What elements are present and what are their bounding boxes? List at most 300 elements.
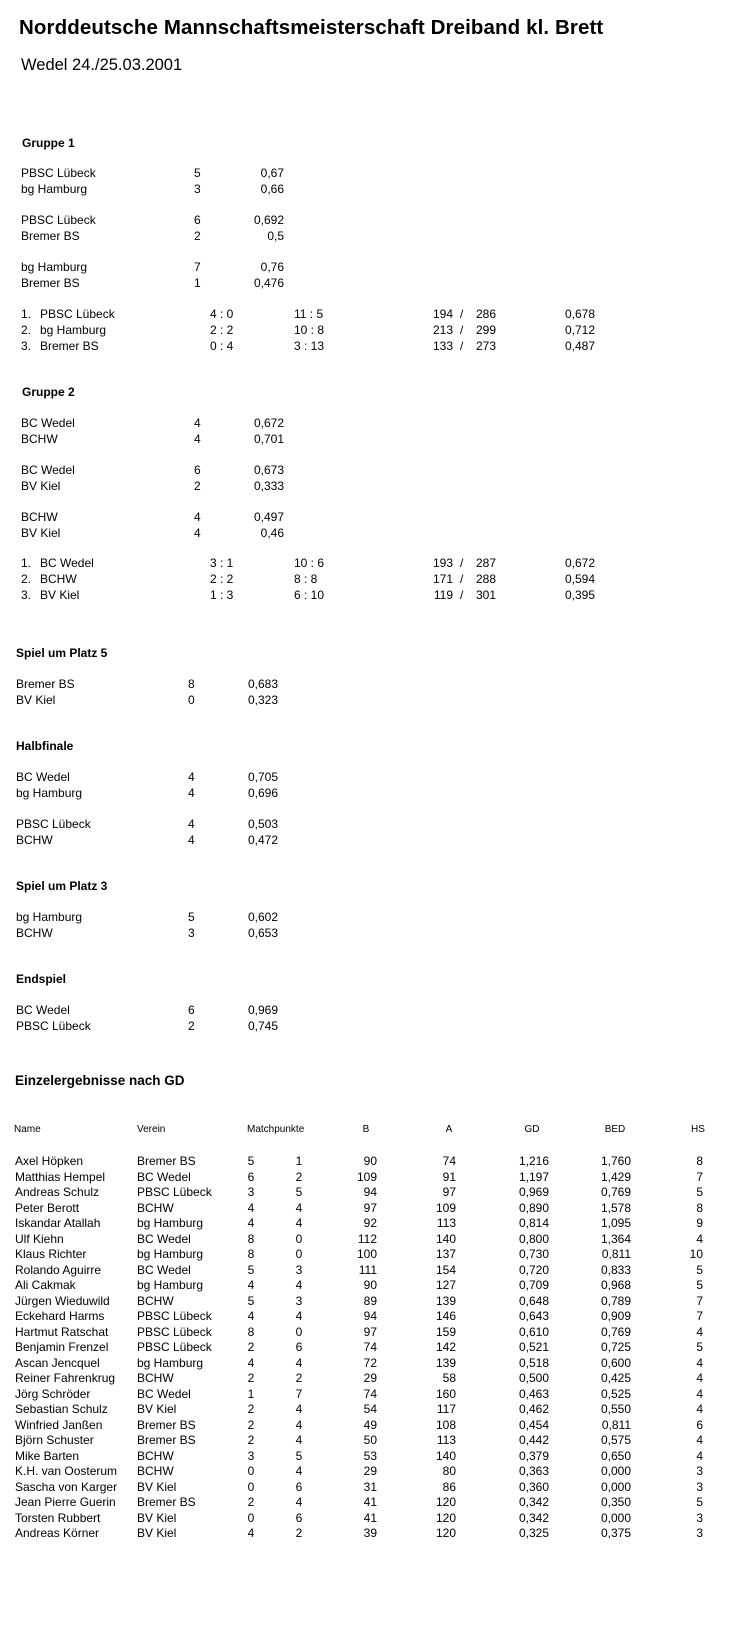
general-average: 0,683 <box>247 677 278 691</box>
rank: 3. <box>21 588 32 602</box>
best-single-average: 0,833 <box>600 1262 631 1277</box>
match-points-lost: 4 <box>295 1278 303 1292</box>
general-average: 1,197 <box>518 1169 549 1184</box>
player-name: Eckehard Harms <box>15 1309 105 1323</box>
player-name: Ascan Jencquel <box>15 1355 100 1370</box>
innings-a: 139 <box>435 1293 456 1308</box>
match-points-won: 4 <box>247 1200 255 1215</box>
innings-a: 117 <box>436 1402 456 1416</box>
separator: / <box>460 588 464 602</box>
col-name: Name <box>14 1124 41 1135</box>
high-series: 4 <box>696 1371 703 1385</box>
section-heading: Gruppe 1 <box>22 136 75 150</box>
match-points-lost: 5 <box>295 1185 303 1199</box>
team-name: BCHW <box>21 510 58 524</box>
innings-a: 299 <box>475 323 496 337</box>
best-single-average: 0,725 <box>600 1340 631 1354</box>
player-name: Jürgen Wieduwild <box>15 1293 110 1308</box>
match-points-won: 0 <box>247 1464 255 1478</box>
player-club: bg Hamburg <box>137 1278 204 1292</box>
match-points-lost: 4 <box>295 1309 303 1323</box>
player-name: Axel Höpken <box>15 1154 84 1168</box>
team-name: bg Hamburg <box>40 323 107 337</box>
best-single-average: 0,000 <box>600 1479 631 1494</box>
col-hs: HS <box>691 1124 705 1135</box>
match-points-lost: 4 <box>295 1433 303 1447</box>
high-series: 4 <box>696 1386 703 1401</box>
innings-a: 140 <box>435 1448 456 1463</box>
general-average: 0,800 <box>518 1231 549 1246</box>
innings-a: 288 <box>475 572 496 586</box>
general-average: 0,497 <box>253 510 284 524</box>
team-name: BC Wedel <box>16 1003 70 1017</box>
match-points: 5 <box>194 166 201 180</box>
player-club: BC Wedel <box>137 1386 191 1401</box>
player-name: Sascha von Karger <box>15 1479 118 1494</box>
general-average: 0,333 <box>253 479 284 493</box>
general-average: 0,476 <box>253 276 284 290</box>
high-series: 4 <box>696 1324 703 1339</box>
player-name: K.H. van Oosterum <box>15 1464 118 1478</box>
best-single-average: 0,000 <box>600 1510 631 1525</box>
match-points-lost: 6 <box>295 1510 303 1525</box>
high-series: 4 <box>696 1402 703 1416</box>
match-points-lost: 7 <box>295 1386 303 1401</box>
match-points: 4 <box>194 416 201 430</box>
general-average: 0,76 <box>260 260 284 274</box>
match-points-lost: 0 <box>295 1247 303 1261</box>
player-name: Peter Berott <box>15 1200 80 1215</box>
player-club: BC Wedel <box>137 1262 191 1277</box>
match-points-won: 5 <box>247 1154 255 1168</box>
player-club: PBSC Lübeck <box>137 1309 212 1323</box>
best-single-average: 1,578 <box>600 1200 631 1215</box>
match-points: 3 <box>194 182 201 196</box>
game-points: 3 : 13 <box>294 339 325 353</box>
match-points-total: 3 : 1 <box>210 556 234 570</box>
player-club: BV Kiel <box>137 1526 177 1540</box>
match-points-lost: 0 <box>295 1324 303 1339</box>
player-name: Rolando Aguirre <box>15 1262 102 1277</box>
general-average: 0,696 <box>247 786 278 800</box>
general-average: 0,66 <box>260 182 284 196</box>
innings-a: 58 <box>442 1371 456 1385</box>
general-average: 0,521 <box>518 1340 549 1354</box>
general-average: 0,463 <box>518 1386 549 1401</box>
high-series: 9 <box>696 1216 703 1230</box>
general-average: 0,363 <box>518 1464 549 1478</box>
innings-a: 287 <box>475 556 496 570</box>
match-points: 3 <box>188 926 195 940</box>
player-name: Ali Cakmak <box>15 1278 76 1292</box>
match-points-total: 2 : 2 <box>210 323 234 337</box>
match-points-won: 8 <box>247 1324 255 1339</box>
player-club: BCHW <box>137 1293 174 1308</box>
player-club: BCHW <box>137 1371 174 1385</box>
points-b: 74 <box>363 1386 377 1401</box>
high-series: 4 <box>696 1231 703 1246</box>
general-average: 0,67 <box>260 166 284 180</box>
general-average: 0,969 <box>247 1003 278 1017</box>
innings-a: 142 <box>435 1340 456 1354</box>
best-single-average: 0,909 <box>600 1309 631 1323</box>
separator: / <box>460 572 464 586</box>
general-average: 0,709 <box>518 1278 549 1292</box>
game-points: 6 : 10 <box>294 588 325 602</box>
general-average: 0,648 <box>518 1293 549 1308</box>
best-single-average: 1,760 <box>600 1154 631 1168</box>
section-heading: Spiel um Platz 3 <box>16 879 108 893</box>
player-club: BCHW <box>137 1448 174 1463</box>
best-single-average: 1,429 <box>600 1169 631 1184</box>
general-average: 0,462 <box>518 1402 549 1416</box>
points-b: 72 <box>363 1355 377 1370</box>
innings-a: 137 <box>435 1247 456 1261</box>
best-single-average: 0,811 <box>601 1247 631 1261</box>
high-series: 3 <box>696 1479 703 1494</box>
team-name: Bremer BS <box>21 276 80 290</box>
points-b: 39 <box>363 1526 377 1540</box>
match-points-won: 8 <box>247 1231 255 1246</box>
team-name: bg Hamburg <box>21 260 88 274</box>
general-average: 0,890 <box>518 1200 549 1215</box>
high-series: 10 <box>689 1247 703 1261</box>
innings-a: 74 <box>442 1154 456 1168</box>
points-b: 90 <box>363 1154 377 1168</box>
match-points-total: 2 : 2 <box>210 572 234 586</box>
match-points-lost: 4 <box>295 1355 303 1370</box>
innings-a: 97 <box>442 1185 456 1199</box>
match-points-won: 0 <box>247 1479 255 1494</box>
match-points-won: 2 <box>247 1371 255 1385</box>
points-b: 50 <box>363 1433 377 1447</box>
high-series: 7 <box>696 1309 703 1323</box>
high-series: 3 <box>696 1510 703 1525</box>
general-average: 0,323 <box>247 693 278 707</box>
innings-a: 273 <box>475 339 496 353</box>
match-points-won: 2 <box>247 1402 255 1416</box>
team-name: BV Kiel <box>16 693 56 707</box>
player-club: Bremer BS <box>137 1154 196 1168</box>
innings-a: 140 <box>435 1231 456 1246</box>
innings-a: 120 <box>435 1510 456 1525</box>
points-b: 94 <box>363 1309 377 1323</box>
team-name: BCHW <box>16 926 53 940</box>
general-average: 0,325 <box>518 1526 549 1540</box>
general-average: 0,643 <box>518 1309 549 1323</box>
match-points-won: 2 <box>247 1495 255 1509</box>
player-club: BCHW <box>137 1200 174 1215</box>
points-b: 89 <box>363 1293 377 1308</box>
general-average: 0,814 <box>518 1216 549 1230</box>
general-average: 0,701 <box>253 432 284 446</box>
best-single-average: 0,769 <box>600 1185 631 1199</box>
match-points-lost: 4 <box>295 1200 303 1215</box>
match-points-won: 8 <box>247 1247 255 1261</box>
match-points: 4 <box>188 833 195 847</box>
points-b: 31 <box>363 1479 377 1494</box>
section-heading: Gruppe 2 <box>22 385 75 399</box>
player-name: Reiner Fahrenkrug <box>15 1371 116 1385</box>
col-gd: GD <box>524 1124 540 1135</box>
general-average: 0,730 <box>518 1247 549 1261</box>
team-name: BC Wedel <box>21 463 75 477</box>
player-name: Andreas Körner <box>15 1526 100 1540</box>
player-name: Jean Pierre Guerin <box>15 1495 116 1509</box>
points-b: 29 <box>363 1371 377 1385</box>
points-b: 74 <box>363 1340 377 1354</box>
high-series: 7 <box>696 1293 703 1308</box>
section-heading-einzel: Einzelergebnisse nach GD <box>15 1073 185 1088</box>
team-name: Bremer BS <box>21 229 80 243</box>
rank: 3. <box>21 339 32 353</box>
points-b: 97 <box>363 1324 377 1339</box>
general-average: 1,216 <box>518 1154 549 1168</box>
match-points-lost: 3 <box>295 1262 303 1277</box>
player-club: bg Hamburg <box>137 1355 204 1370</box>
match-points-won: 1 <box>247 1386 255 1401</box>
team-name: PBSC Lübeck <box>40 307 115 321</box>
innings-a: 146 <box>435 1309 456 1323</box>
match-points: 4 <box>194 526 201 540</box>
match-points-lost: 3 <box>295 1293 303 1308</box>
game-points: 10 : 6 <box>294 556 325 570</box>
general-average: 0,602 <box>247 910 278 924</box>
team-name: Bremer BS <box>16 677 75 691</box>
high-series: 5 <box>696 1185 703 1199</box>
match-points: 4 <box>188 817 195 831</box>
match-points-lost: 4 <box>295 1464 303 1478</box>
points-b: 133 <box>432 339 453 353</box>
general-average: 0,5 <box>267 229 284 243</box>
player-name: Mike Barten <box>15 1448 80 1463</box>
match-points: 4 <box>188 770 195 784</box>
match-points-won: 3 <box>247 1448 255 1463</box>
general-average: 0,692 <box>253 213 284 227</box>
match-points: 6 <box>194 213 201 227</box>
player-club: BC Wedel <box>137 1231 191 1246</box>
match-points-won: 4 <box>247 1278 255 1292</box>
general-average: 0,342 <box>518 1495 549 1509</box>
section-heading: Halbfinale <box>16 739 74 753</box>
separator: / <box>460 307 464 321</box>
player-name: Torsten Rubbert <box>15 1510 101 1525</box>
team-name: BCHW <box>16 833 53 847</box>
player-name: Iskandar Atallah <box>15 1216 101 1230</box>
high-series: 5 <box>696 1278 703 1292</box>
high-series: 4 <box>696 1448 703 1463</box>
match-points: 0 <box>188 693 195 707</box>
player-club: bg Hamburg <box>137 1247 204 1261</box>
points-b: 92 <box>363 1216 377 1230</box>
col-b: B <box>362 1124 370 1135</box>
general-average: 0,342 <box>518 1510 549 1525</box>
player-club: PBSC Lübeck <box>137 1324 212 1339</box>
team-name: BV Kiel <box>21 526 61 540</box>
player-club: BCHW <box>137 1464 174 1478</box>
player-name: Matthias Hempel <box>15 1169 106 1184</box>
match-points-lost: 1 <box>295 1154 303 1168</box>
match-points-won: 2 <box>247 1340 255 1354</box>
points-b: 49 <box>363 1417 377 1432</box>
high-series: 4 <box>696 1355 703 1370</box>
points-b: 97 <box>363 1200 377 1215</box>
separator: / <box>460 323 464 337</box>
general-average: 0,360 <box>518 1479 549 1494</box>
high-series: 8 <box>696 1200 703 1215</box>
points-b: 41 <box>363 1495 377 1509</box>
team-name: BCHW <box>40 572 77 586</box>
general-average: 0,705 <box>247 770 278 784</box>
match-points: 4 <box>194 510 201 524</box>
general-average: 0,720 <box>518 1262 549 1277</box>
group-average: 0,395 <box>565 588 596 602</box>
team-name: PBSC Lübeck <box>16 817 91 831</box>
best-single-average: 0,550 <box>600 1402 631 1416</box>
points-b: 213 <box>432 323 453 337</box>
team-name: PBSC Lübeck <box>16 1019 91 1033</box>
innings-a: 80 <box>442 1464 456 1478</box>
match-points: 4 <box>188 786 195 800</box>
high-series: 7 <box>696 1169 703 1184</box>
col-verein: Verein <box>137 1124 166 1135</box>
player-name: Hartmut Ratschat <box>15 1324 109 1339</box>
player-name: Benjamin Frenzel <box>15 1340 109 1354</box>
general-average: 0,518 <box>518 1355 549 1370</box>
match-points-lost: 4 <box>295 1417 303 1432</box>
innings-a: 113 <box>436 1216 456 1230</box>
points-b: 41 <box>363 1510 377 1525</box>
innings-a: 154 <box>435 1262 456 1277</box>
page-title: Norddeutsche Mannschaftsmeisterschaft Dreiband kl. Brett <box>19 16 604 39</box>
match-points: 6 <box>188 1003 195 1017</box>
points-b: 112 <box>357 1231 377 1246</box>
match-points-won: 0 <box>247 1510 255 1525</box>
best-single-average: 1,364 <box>600 1231 631 1246</box>
match-points-won: 2 <box>247 1417 255 1432</box>
match-points: 5 <box>188 910 195 924</box>
match-points-lost: 4 <box>295 1216 303 1230</box>
match-points-lost: 6 <box>295 1479 303 1494</box>
high-series: 6 <box>696 1417 703 1432</box>
innings-a: 91 <box>442 1169 456 1184</box>
best-single-average: 0,000 <box>600 1464 631 1478</box>
best-single-average: 0,375 <box>600 1526 631 1540</box>
points-b: 193 <box>432 556 453 570</box>
match-points-won: 3 <box>247 1185 255 1199</box>
high-series: 8 <box>696 1154 703 1168</box>
team-name: PBSC Lübeck <box>21 166 96 180</box>
points-b: 54 <box>363 1402 377 1416</box>
rank: 2. <box>21 572 32 586</box>
general-average: 0,500 <box>518 1371 549 1385</box>
best-single-average: 0,350 <box>600 1495 631 1509</box>
player-name: Klaus Richter <box>15 1247 87 1261</box>
match-points: 4 <box>194 432 201 446</box>
general-average: 0,454 <box>518 1417 549 1432</box>
match-points-total: 1 : 3 <box>210 588 234 602</box>
match-points: 2 <box>194 229 201 243</box>
player-club: PBSC Lübeck <box>137 1340 212 1354</box>
section-heading: Spiel um Platz 5 <box>16 646 108 660</box>
game-points: 11 : 5 <box>294 307 324 321</box>
innings-a: 127 <box>435 1278 456 1292</box>
high-series: 5 <box>696 1340 703 1354</box>
col-bed: BED <box>604 1124 626 1135</box>
player-name: Ulf Kiehn <box>15 1231 64 1246</box>
page-subtitle: Wedel 24./25.03.2001 <box>21 56 183 74</box>
team-name: BC Wedel <box>40 556 94 570</box>
innings-a: 108 <box>435 1417 456 1432</box>
innings-a: 120 <box>435 1526 456 1540</box>
general-average: 0,673 <box>253 463 284 477</box>
points-b: 29 <box>363 1464 377 1478</box>
best-single-average: 0,650 <box>600 1448 631 1463</box>
match-points-lost: 0 <box>295 1231 303 1246</box>
innings-a: 86 <box>442 1479 456 1494</box>
best-single-average: 0,425 <box>600 1371 631 1385</box>
rank: 1. <box>21 556 32 570</box>
match-points: 2 <box>194 479 201 493</box>
group-average: 0,678 <box>565 307 596 321</box>
team-name: bg Hamburg <box>16 910 83 924</box>
innings-a: 159 <box>435 1324 456 1339</box>
separator: / <box>460 556 464 570</box>
best-single-average: 0,789 <box>600 1293 631 1308</box>
points-b: 171 <box>432 572 453 586</box>
general-average: 0,745 <box>247 1019 278 1033</box>
match-points-won: 4 <box>247 1526 255 1540</box>
team-name: bg Hamburg <box>16 786 83 800</box>
player-club: PBSC Lübeck <box>137 1185 212 1199</box>
general-average: 0,46 <box>260 526 284 540</box>
match-points-total: 4 : 0 <box>210 307 234 321</box>
team-name: BCHW <box>21 432 58 446</box>
player-club: Bremer BS <box>137 1417 196 1432</box>
match-points: 6 <box>194 463 201 477</box>
group-average: 0,672 <box>565 556 596 570</box>
player-club: BV Kiel <box>137 1510 177 1525</box>
match-points-lost: 6 <box>295 1340 303 1354</box>
points-b: 100 <box>356 1247 377 1261</box>
points-b: 90 <box>363 1278 377 1292</box>
team-name: BV Kiel <box>21 479 61 493</box>
rank: 2. <box>21 323 32 337</box>
match-points-won: 4 <box>247 1355 255 1370</box>
player-club: BV Kiel <box>137 1479 177 1494</box>
match-points-lost: 5 <box>295 1448 303 1463</box>
player-club: BC Wedel <box>137 1169 191 1184</box>
team-name: PBSC Lübeck <box>21 213 96 227</box>
match-points-lost: 2 <box>295 1526 303 1540</box>
innings-a: 286 <box>475 307 496 321</box>
points-b: 109 <box>356 1169 377 1184</box>
match-points-lost: 2 <box>295 1371 303 1385</box>
match-points: 2 <box>188 1019 195 1033</box>
points-b: 119 <box>433 588 453 602</box>
best-single-average: 1,095 <box>600 1216 631 1230</box>
general-average: 0,610 <box>518 1324 549 1339</box>
team-name: BV Kiel <box>40 588 80 602</box>
high-series: 3 <box>696 1464 703 1478</box>
best-single-average: 0,600 <box>600 1355 631 1370</box>
best-single-average: 0,575 <box>600 1433 631 1447</box>
team-name: bg Hamburg <box>21 182 88 196</box>
points-b: 111 <box>358 1262 377 1277</box>
col-matchpunkte: Matchpunkte <box>247 1124 305 1135</box>
team-name: BC Wedel <box>21 416 75 430</box>
player-club: Bremer BS <box>137 1495 196 1509</box>
